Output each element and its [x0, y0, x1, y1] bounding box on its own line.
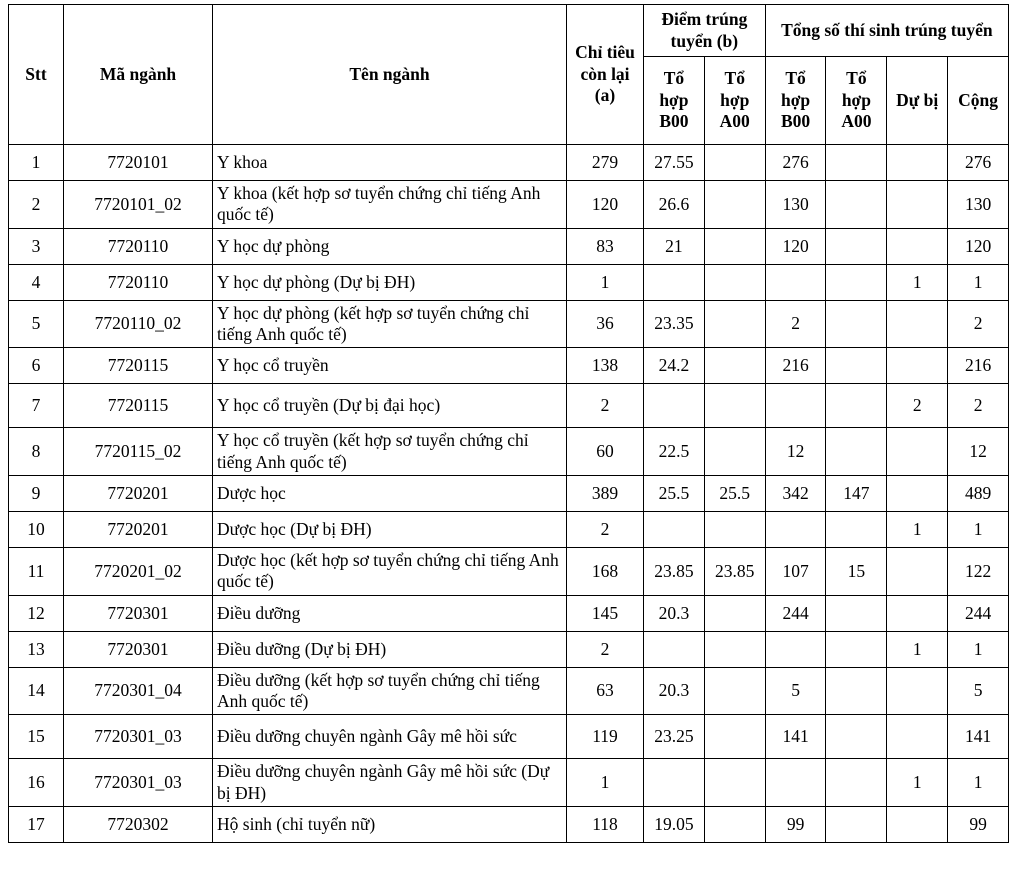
- cell-score-a00: [704, 759, 765, 807]
- table-row: [9, 715, 1009, 759]
- col-header-quota: Chỉ tiêu còn lại (a): [567, 5, 644, 145]
- cell-score-b00: [644, 264, 705, 300]
- header-row-top: [9, 5, 1009, 57]
- cell-quota: 1: [567, 759, 644, 807]
- cell-quota: 145: [567, 595, 644, 631]
- cell-score-a00: [704, 512, 765, 548]
- cell-score-a00: [704, 228, 765, 264]
- cell-total-b00: 107: [765, 548, 826, 596]
- table-body: [9, 145, 1009, 843]
- table-row: [9, 807, 1009, 843]
- cell-score-a00: [704, 715, 765, 759]
- cell-total-a00: [826, 595, 887, 631]
- col-header-total-a00: Tổ hợp A00: [826, 57, 887, 145]
- col-header-score-group: Điểm trúng tuyển (b): [644, 5, 766, 57]
- cell-stt: 4: [9, 264, 64, 300]
- cell-reserve: [887, 667, 948, 715]
- cell-reserve: [887, 145, 948, 181]
- cell-score-b00: 27.55: [644, 145, 705, 181]
- cell-stt: 9: [9, 476, 64, 512]
- cell-total-a00: [826, 300, 887, 348]
- table-row: [9, 476, 1009, 512]
- cell-score-b00: [644, 759, 705, 807]
- cell-sum: 141: [948, 715, 1009, 759]
- cell-total-a00: [826, 145, 887, 181]
- cell-reserve: 1: [887, 759, 948, 807]
- col-header-code: Mã ngành: [64, 5, 213, 145]
- cell-score-a00: 23.85: [704, 548, 765, 596]
- cell-score-b00: 19.05: [644, 807, 705, 843]
- cell-quota: 1: [567, 264, 644, 300]
- cell-code: 7720110: [64, 264, 213, 300]
- cell-quota: 83: [567, 228, 644, 264]
- cell-reserve: [887, 807, 948, 843]
- cell-stt: 17: [9, 807, 64, 843]
- cell-stt: 13: [9, 631, 64, 667]
- cell-total-b00: [765, 264, 826, 300]
- cell-total-a00: [826, 428, 887, 476]
- cell-stt: 5: [9, 300, 64, 348]
- cell-code: 7720301: [64, 631, 213, 667]
- cell-reserve: 1: [887, 631, 948, 667]
- cell-sum: 1: [948, 512, 1009, 548]
- cell-name: Y học dự phòng (Dự bị ĐH): [213, 264, 567, 300]
- cell-score-a00: [704, 348, 765, 384]
- cell-stt: 10: [9, 512, 64, 548]
- cell-quota: 2: [567, 512, 644, 548]
- cell-sum: 122: [948, 548, 1009, 596]
- cell-score-a00: [704, 667, 765, 715]
- cell-total-a00: [826, 667, 887, 715]
- cell-code: 7720201_02: [64, 548, 213, 596]
- table-row: [9, 667, 1009, 715]
- cell-name: Y học dự phòng (kết hợp sơ tuyển chứng chỉ tiếng Anh quốc tế): [213, 300, 567, 348]
- cell-stt: 12: [9, 595, 64, 631]
- cell-sum: 99: [948, 807, 1009, 843]
- cell-stt: 3: [9, 228, 64, 264]
- cell-score-a00: [704, 631, 765, 667]
- cell-stt: 7: [9, 384, 64, 428]
- cell-reserve: [887, 348, 948, 384]
- cell-total-a00: [826, 807, 887, 843]
- col-header-sum: Cộng: [948, 57, 1009, 145]
- cell-score-a00: 25.5: [704, 476, 765, 512]
- cell-total-a00: [826, 512, 887, 548]
- cell-score-b00: [644, 512, 705, 548]
- cell-reserve: [887, 548, 948, 596]
- cell-quota: 36: [567, 300, 644, 348]
- cell-sum: 489: [948, 476, 1009, 512]
- cell-code: 7720301_03: [64, 759, 213, 807]
- cell-sum: 2: [948, 300, 1009, 348]
- cell-quota: 2: [567, 631, 644, 667]
- table-row: [9, 548, 1009, 596]
- cell-score-a00: [704, 145, 765, 181]
- cell-reserve: 2: [887, 384, 948, 428]
- cell-total-b00: 120: [765, 228, 826, 264]
- cell-reserve: [887, 428, 948, 476]
- cell-code: 7720115: [64, 384, 213, 428]
- cell-stt: 16: [9, 759, 64, 807]
- cell-reserve: [887, 595, 948, 631]
- table-row: [9, 181, 1009, 229]
- cell-sum: 1: [948, 759, 1009, 807]
- table-header: [9, 5, 1009, 145]
- cell-code: 7720115: [64, 348, 213, 384]
- col-header-total-b00: Tổ hợp B00: [765, 57, 826, 145]
- cell-quota: 279: [567, 145, 644, 181]
- table-row: [9, 428, 1009, 476]
- cell-total-b00: [765, 384, 826, 428]
- cell-total-b00: 2: [765, 300, 826, 348]
- cell-stt: 2: [9, 181, 64, 229]
- cell-score-b00: 23.35: [644, 300, 705, 348]
- cell-name: Y khoa: [213, 145, 567, 181]
- cell-score-b00: 23.25: [644, 715, 705, 759]
- cell-score-b00: 25.5: [644, 476, 705, 512]
- cell-code: 7720115_02: [64, 428, 213, 476]
- cell-score-a00: [704, 384, 765, 428]
- cell-stt: 11: [9, 548, 64, 596]
- cell-total-b00: 5: [765, 667, 826, 715]
- cell-sum: 120: [948, 228, 1009, 264]
- cell-code: 7720201: [64, 476, 213, 512]
- cell-total-a00: [826, 631, 887, 667]
- cell-reserve: [887, 715, 948, 759]
- table-row: [9, 512, 1009, 548]
- cell-quota: 119: [567, 715, 644, 759]
- cell-reserve: [887, 228, 948, 264]
- cell-score-a00: [704, 264, 765, 300]
- cell-name: Hộ sinh (chỉ tuyển nữ): [213, 807, 567, 843]
- cell-name: Y học dự phòng: [213, 228, 567, 264]
- table-row: [9, 145, 1009, 181]
- table-row: [9, 631, 1009, 667]
- cell-score-b00: 20.3: [644, 667, 705, 715]
- cell-name: Y học cổ truyền (Dự bị đại học): [213, 384, 567, 428]
- cell-code: 7720301_04: [64, 667, 213, 715]
- cell-total-b00: 12: [765, 428, 826, 476]
- cell-sum: 5: [948, 667, 1009, 715]
- cell-quota: 63: [567, 667, 644, 715]
- cell-sum: 244: [948, 595, 1009, 631]
- cell-score-a00: [704, 807, 765, 843]
- cell-total-b00: 99: [765, 807, 826, 843]
- cell-sum: 130: [948, 181, 1009, 229]
- cell-score-b00: 23.85: [644, 548, 705, 596]
- cell-score-b00: 22.5: [644, 428, 705, 476]
- cell-quota: 2: [567, 384, 644, 428]
- cell-quota: 168: [567, 548, 644, 596]
- table-row: [9, 348, 1009, 384]
- cell-score-a00: [704, 428, 765, 476]
- cell-total-a00: [826, 759, 887, 807]
- cell-total-b00: [765, 631, 826, 667]
- cell-total-b00: 342: [765, 476, 826, 512]
- table-row: [9, 384, 1009, 428]
- cell-total-b00: 244: [765, 595, 826, 631]
- cell-sum: 2: [948, 384, 1009, 428]
- cell-name: Y học cổ truyền (kết hợp sơ tuyển chứng chỉ tiếng Anh quốc tế): [213, 428, 567, 476]
- cell-stt: 15: [9, 715, 64, 759]
- col-header-score-b00: Tổ hợp B00: [644, 57, 705, 145]
- cell-score-b00: [644, 384, 705, 428]
- cell-name: Điều dưỡng: [213, 595, 567, 631]
- cell-total-a00: [826, 228, 887, 264]
- cell-score-b00: 20.3: [644, 595, 705, 631]
- cell-name: Y học cổ truyền: [213, 348, 567, 384]
- cell-total-a00: 147: [826, 476, 887, 512]
- cell-total-a00: [826, 264, 887, 300]
- cell-reserve: [887, 476, 948, 512]
- cell-quota: 389: [567, 476, 644, 512]
- col-header-score-a00: Tổ hợp A00: [704, 57, 765, 145]
- cell-name: Điều dưỡng chuyên ngành Gây mê hồi sức (Dự bị ĐH): [213, 759, 567, 807]
- admissions-results-table: [8, 4, 1009, 843]
- cell-sum: 216: [948, 348, 1009, 384]
- cell-score-a00: [704, 595, 765, 631]
- cell-stt: 6: [9, 348, 64, 384]
- cell-stt: 14: [9, 667, 64, 715]
- cell-reserve: [887, 300, 948, 348]
- cell-reserve: 1: [887, 512, 948, 548]
- table-row: [9, 300, 1009, 348]
- cell-total-b00: 216: [765, 348, 826, 384]
- cell-total-b00: [765, 512, 826, 548]
- table-row: [9, 264, 1009, 300]
- cell-name: Điều dưỡng chuyên ngành Gây mê hồi sức: [213, 715, 567, 759]
- cell-total-a00: [826, 715, 887, 759]
- cell-code: 7720301_03: [64, 715, 213, 759]
- cell-name: Y khoa (kết hợp sơ tuyển chứng chỉ tiếng Anh quốc tế): [213, 181, 567, 229]
- cell-code: 7720302: [64, 807, 213, 843]
- cell-score-a00: [704, 300, 765, 348]
- cell-total-b00: 130: [765, 181, 826, 229]
- cell-total-a00: 15: [826, 548, 887, 596]
- cell-score-b00: 24.2: [644, 348, 705, 384]
- cell-total-b00: [765, 759, 826, 807]
- cell-code: 7720110_02: [64, 300, 213, 348]
- cell-name: Điều dưỡng (kết hợp sơ tuyển chứng chỉ tiếng Anh quốc tế): [213, 667, 567, 715]
- cell-code: 7720101_02: [64, 181, 213, 229]
- cell-code: 7720110: [64, 228, 213, 264]
- cell-score-a00: [704, 181, 765, 229]
- col-header-total-group: Tổng số thí sinh trúng tuyển: [765, 5, 1008, 57]
- cell-quota: 118: [567, 807, 644, 843]
- cell-quota: 138: [567, 348, 644, 384]
- col-header-stt: Stt: [9, 5, 64, 145]
- cell-stt: 1: [9, 145, 64, 181]
- cell-sum: 1: [948, 631, 1009, 667]
- cell-sum: 12: [948, 428, 1009, 476]
- cell-name: Điều dưỡng (Dự bị ĐH): [213, 631, 567, 667]
- col-header-reserve: Dự bị: [887, 57, 948, 145]
- table-row: [9, 595, 1009, 631]
- cell-name: Dược học: [213, 476, 567, 512]
- cell-total-b00: 141: [765, 715, 826, 759]
- cell-total-a00: [826, 348, 887, 384]
- cell-score-b00: 21: [644, 228, 705, 264]
- cell-name: Dược học (Dự bị ĐH): [213, 512, 567, 548]
- cell-code: 7720101: [64, 145, 213, 181]
- cell-total-a00: [826, 181, 887, 229]
- cell-score-b00: [644, 631, 705, 667]
- cell-code: 7720201: [64, 512, 213, 548]
- table-row: [9, 759, 1009, 807]
- cell-code: 7720301: [64, 595, 213, 631]
- cell-score-b00: 26.6: [644, 181, 705, 229]
- cell-sum: 1: [948, 264, 1009, 300]
- cell-quota: 60: [567, 428, 644, 476]
- cell-stt: 8: [9, 428, 64, 476]
- table-row: [9, 228, 1009, 264]
- col-header-name: Tên ngành: [213, 5, 567, 145]
- cell-total-b00: 276: [765, 145, 826, 181]
- cell-sum: 276: [948, 145, 1009, 181]
- cell-name: Dược học (kết hợp sơ tuyển chứng chỉ tiếng Anh quốc tế): [213, 548, 567, 596]
- cell-total-a00: [826, 384, 887, 428]
- cell-reserve: [887, 181, 948, 229]
- cell-quota: 120: [567, 181, 644, 229]
- cell-reserve: 1: [887, 264, 948, 300]
